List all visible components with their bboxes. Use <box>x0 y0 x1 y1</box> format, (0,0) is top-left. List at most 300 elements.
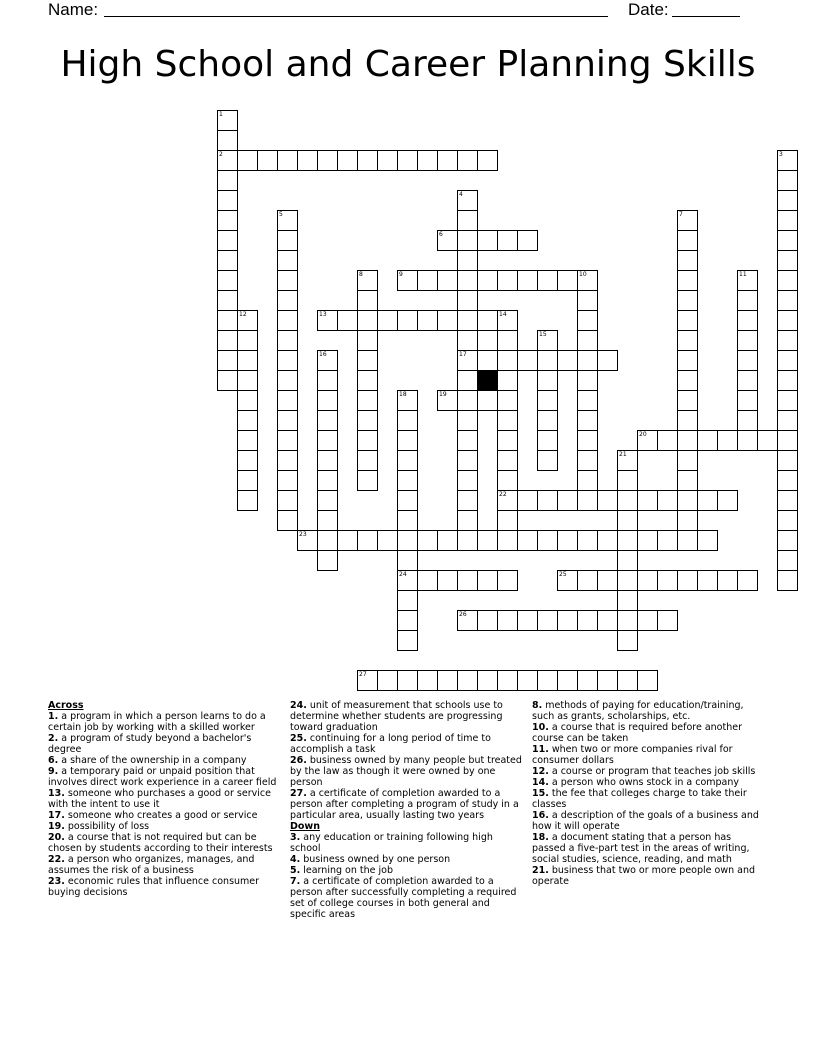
clue-item-number: 4. <box>290 854 301 865</box>
grid-cell[interactable] <box>677 570 698 591</box>
grid-cell[interactable] <box>697 430 718 451</box>
grid-cell[interactable] <box>217 330 238 351</box>
grid-cell[interactable] <box>257 150 278 171</box>
grid-cell[interactable] <box>317 550 338 571</box>
grid-cell[interactable] <box>217 310 238 331</box>
grid-cell[interactable] <box>437 270 458 291</box>
grid-cell[interactable] <box>457 150 478 171</box>
grid-cell[interactable] <box>497 430 518 451</box>
grid-cell[interactable] <box>617 470 638 491</box>
grid-cell[interactable] <box>457 350 478 371</box>
grid-cell[interactable] <box>637 570 658 591</box>
grid-cell[interactable] <box>217 110 238 131</box>
grid-cell[interactable] <box>597 490 618 511</box>
grid-cell[interactable] <box>377 670 398 691</box>
grid-cell[interactable] <box>337 310 358 331</box>
grid-cell[interactable] <box>457 570 478 591</box>
grid-cell[interactable] <box>497 410 518 431</box>
grid-cell[interactable] <box>717 490 738 511</box>
grid-cell[interactable] <box>497 510 518 531</box>
grid-cell[interactable] <box>457 410 478 431</box>
grid-cell[interactable] <box>577 350 598 371</box>
grid-cell[interactable] <box>777 510 798 531</box>
grid-cell[interactable] <box>457 470 478 491</box>
grid-cell[interactable] <box>517 230 538 251</box>
grid-cell[interactable] <box>777 270 798 291</box>
grid-cell[interactable] <box>777 310 798 331</box>
grid-cell[interactable] <box>237 490 258 511</box>
grid-cell[interactable] <box>277 330 298 351</box>
grid-cell[interactable] <box>777 350 798 371</box>
grid-cell[interactable] <box>357 530 378 551</box>
grid-cell[interactable] <box>597 530 618 551</box>
grid-cell[interactable] <box>357 290 378 311</box>
grid-cell[interactable] <box>357 470 378 491</box>
grid-cell[interactable] <box>317 390 338 411</box>
grid-cell[interactable] <box>337 150 358 171</box>
grid-cell[interactable] <box>217 370 238 391</box>
grid-cell[interactable] <box>777 210 798 231</box>
grid-cell[interactable] <box>497 330 518 351</box>
grid-cell[interactable] <box>517 670 538 691</box>
grid-cell[interactable] <box>777 230 798 251</box>
clue-item-number: 17. <box>48 810 65 821</box>
grid-cell[interactable] <box>397 530 418 551</box>
grid-cell[interactable] <box>777 390 798 411</box>
grid-cell[interactable] <box>457 310 478 331</box>
grid-cell[interactable] <box>657 610 678 631</box>
grid-cell[interactable] <box>417 150 438 171</box>
grid-cell[interactable] <box>537 410 558 431</box>
grid-cell[interactable] <box>777 330 798 351</box>
grid-cell[interactable] <box>397 630 418 651</box>
grid-cell[interactable] <box>397 670 418 691</box>
grid-cell[interactable] <box>777 150 798 171</box>
grid-cell[interactable] <box>577 270 598 291</box>
grid-cell[interactable] <box>377 310 398 331</box>
grid-cell[interactable] <box>777 470 798 491</box>
grid-cell[interactable] <box>657 430 678 451</box>
grid-cell[interactable] <box>277 390 298 411</box>
grid-cell[interactable] <box>497 530 518 551</box>
grid-cell[interactable] <box>777 550 798 571</box>
grid-cell[interactable] <box>457 230 478 251</box>
grid-cell[interactable] <box>217 130 238 151</box>
grid-cell[interactable] <box>557 610 578 631</box>
grid-cell[interactable] <box>637 610 658 631</box>
grid-cell[interactable] <box>537 330 558 351</box>
grid-cell[interactable] <box>597 670 618 691</box>
grid-cell[interactable] <box>357 330 378 351</box>
grid-cell[interactable] <box>737 390 758 411</box>
grid-cell[interactable] <box>317 410 338 431</box>
grid-cell[interactable] <box>277 150 298 171</box>
grid-cell[interactable] <box>497 450 518 471</box>
grid-cell[interactable] <box>477 390 498 411</box>
grid-cell[interactable] <box>237 470 258 491</box>
grid-cell[interactable] <box>477 610 498 631</box>
grid-cell[interactable] <box>337 530 358 551</box>
grid-cell[interactable] <box>277 430 298 451</box>
grid-cell[interactable] <box>277 270 298 291</box>
grid-cell[interactable] <box>457 490 478 511</box>
grid-cell[interactable] <box>777 170 798 191</box>
grid-cell[interactable] <box>677 370 698 391</box>
grid-cell[interactable] <box>357 390 378 411</box>
grid-cell[interactable] <box>237 330 258 351</box>
grid-cell[interactable] <box>457 290 478 311</box>
grid-cell[interactable] <box>417 670 438 691</box>
grid-cell[interactable] <box>777 410 798 431</box>
grid-cell[interactable] <box>357 410 378 431</box>
grid-cell[interactable] <box>617 670 638 691</box>
grid-cell[interactable] <box>317 350 338 371</box>
grid-cell[interactable] <box>277 310 298 331</box>
grid-cell[interactable] <box>397 270 418 291</box>
grid-cell[interactable] <box>277 350 298 371</box>
grid-cell[interactable] <box>737 290 758 311</box>
grid-cell[interactable] <box>557 570 578 591</box>
grid-cell[interactable] <box>737 350 758 371</box>
grid-cell[interactable] <box>577 470 598 491</box>
grid-cell[interactable] <box>537 670 558 691</box>
grid-cell[interactable] <box>277 250 298 271</box>
grid-cell[interactable] <box>637 490 658 511</box>
grid-cell[interactable] <box>417 270 438 291</box>
grid-cell[interactable] <box>777 250 798 271</box>
grid-cell[interactable] <box>617 490 638 511</box>
grid-cell[interactable] <box>617 550 638 571</box>
grid-cell[interactable] <box>557 350 578 371</box>
grid-cell[interactable] <box>217 290 238 311</box>
grid-cell[interactable] <box>417 310 438 331</box>
grid-cell[interactable] <box>537 390 558 411</box>
name-label: Name: <box>48 0 99 19</box>
grid-cell[interactable] <box>497 370 518 391</box>
grid-cell[interactable] <box>457 250 478 271</box>
grid-cell[interactable] <box>577 430 598 451</box>
grid-cell[interactable] <box>217 210 238 231</box>
grid-cell[interactable] <box>377 150 398 171</box>
grid-cell[interactable] <box>677 530 698 551</box>
grid-cell[interactable] <box>277 410 298 431</box>
grid-cell[interactable] <box>277 450 298 471</box>
grid-cell[interactable] <box>217 150 238 171</box>
grid-cell[interactable] <box>517 350 538 371</box>
grid-cell[interactable] <box>677 410 698 431</box>
grid-cell[interactable] <box>617 510 638 531</box>
grid-cell[interactable] <box>577 390 598 411</box>
grid-cell[interactable] <box>777 450 798 471</box>
grid-cell[interactable] <box>657 570 678 591</box>
grid-cell[interactable] <box>577 290 598 311</box>
grid-cell[interactable] <box>457 190 478 211</box>
grid-cell[interactable] <box>537 370 558 391</box>
grid-cell[interactable] <box>677 250 698 271</box>
clue-item-number: 8. <box>532 700 543 711</box>
grid-cell[interactable] <box>397 550 418 571</box>
grid-cell[interactable] <box>437 530 458 551</box>
grid-cell[interactable] <box>517 610 538 631</box>
grid-cell[interactable] <box>497 270 518 291</box>
grid-cell[interactable] <box>437 230 458 251</box>
grid-cell[interactable] <box>277 290 298 311</box>
grid-cell[interactable] <box>397 430 418 451</box>
grid-cell[interactable] <box>577 370 598 391</box>
grid-cell[interactable] <box>677 470 698 491</box>
grid-cell[interactable] <box>477 670 498 691</box>
grid-cell[interactable] <box>597 570 618 591</box>
grid-cell[interactable] <box>617 590 638 611</box>
grid-cell[interactable] <box>357 370 378 391</box>
grid-cell[interactable] <box>497 390 518 411</box>
grid-cell[interactable] <box>557 670 578 691</box>
grid-cell[interactable] <box>477 570 498 591</box>
grid-cell[interactable] <box>397 410 418 431</box>
grid-cell[interactable] <box>677 330 698 351</box>
grid-cell[interactable] <box>617 570 638 591</box>
grid-cell[interactable] <box>497 610 518 631</box>
grid-cell[interactable] <box>357 150 378 171</box>
grid-cell[interactable] <box>577 670 598 691</box>
grid-cell[interactable] <box>397 470 418 491</box>
grid-cell[interactable] <box>317 150 338 171</box>
grid-cell[interactable] <box>777 570 798 591</box>
grid-cell[interactable] <box>217 350 238 371</box>
grid-cell[interactable] <box>357 670 378 691</box>
grid-cell[interactable] <box>677 230 698 251</box>
grid-cell[interactable] <box>697 530 718 551</box>
grid-cell[interactable] <box>777 370 798 391</box>
grid-cell[interactable] <box>657 530 678 551</box>
grid-cell[interactable] <box>457 510 478 531</box>
grid-cell[interactable] <box>437 150 458 171</box>
grid-cell[interactable] <box>277 230 298 251</box>
grid-cell[interactable] <box>317 450 338 471</box>
grid-cell[interactable] <box>437 390 458 411</box>
grid-cell[interactable] <box>677 290 698 311</box>
grid-cell[interactable] <box>537 490 558 511</box>
grid-cell[interactable] <box>497 310 518 331</box>
grid-cell[interactable] <box>677 270 698 291</box>
grid-cell[interactable] <box>397 610 418 631</box>
grid-cell[interactable] <box>237 450 258 471</box>
grid-cell[interactable] <box>677 210 698 231</box>
clue-item-text: any education or training following high school <box>290 832 493 854</box>
grid-cell[interactable] <box>517 530 538 551</box>
grid-cell[interactable] <box>737 430 758 451</box>
grid-cell[interactable] <box>477 270 498 291</box>
grid-block <box>477 370 498 391</box>
grid-cell[interactable] <box>697 570 718 591</box>
grid-cell[interactable] <box>417 530 438 551</box>
grid-cell[interactable] <box>477 230 498 251</box>
grid-cell[interactable] <box>577 610 598 631</box>
grid-cell[interactable] <box>677 430 698 451</box>
grid-cell[interactable] <box>777 530 798 551</box>
grid-cell[interactable] <box>477 530 498 551</box>
grid-cell[interactable] <box>497 230 518 251</box>
grid-cell[interactable] <box>417 570 438 591</box>
grid-cell[interactable] <box>457 210 478 231</box>
grid-cell[interactable] <box>457 330 478 351</box>
clue-number: 20 <box>639 431 647 438</box>
grid-cell[interactable] <box>697 490 718 511</box>
grid-cell[interactable] <box>737 410 758 431</box>
grid-cell[interactable] <box>317 430 338 451</box>
grid-cell[interactable] <box>477 150 498 171</box>
grid-cell[interactable] <box>757 430 778 451</box>
grid-cell[interactable] <box>637 670 658 691</box>
grid-cell[interactable] <box>617 630 638 651</box>
grid-cell[interactable] <box>217 230 238 251</box>
grid-cell[interactable] <box>577 330 598 351</box>
clue-number: 16 <box>319 351 327 358</box>
grid-cell[interactable] <box>737 570 758 591</box>
grid-cell[interactable] <box>577 450 598 471</box>
grid-cell[interactable] <box>277 210 298 231</box>
grid-cell[interactable] <box>777 430 798 451</box>
grid-cell[interactable] <box>577 530 598 551</box>
grid-cell[interactable] <box>457 270 478 291</box>
grid-cell[interactable] <box>437 310 458 331</box>
grid-cell[interactable] <box>317 310 338 331</box>
clue-item-text: unit of measurement that schools use to determine whether students are progressing toward graduation <box>290 700 503 733</box>
grid-cell[interactable] <box>237 370 258 391</box>
grid-cell[interactable] <box>317 530 338 551</box>
grid-cell[interactable] <box>577 490 598 511</box>
grid-cell[interactable] <box>437 570 458 591</box>
grid-cell[interactable] <box>677 310 698 331</box>
grid-cell[interactable] <box>237 410 258 431</box>
grid-cell[interactable] <box>577 310 598 331</box>
grid-cell[interactable] <box>237 430 258 451</box>
grid-cell[interactable] <box>657 490 678 511</box>
clue-number: 14 <box>499 311 507 318</box>
grid-cell[interactable] <box>717 570 738 591</box>
grid-cell[interactable] <box>457 370 478 391</box>
grid-cell[interactable] <box>317 510 338 531</box>
grid-cell[interactable] <box>497 350 518 371</box>
grid-cell[interactable] <box>217 250 238 271</box>
grid-cell[interactable] <box>777 190 798 211</box>
grid-cell[interactable] <box>397 590 418 611</box>
grid-cell[interactable] <box>217 270 238 291</box>
grid-cell[interactable] <box>557 270 578 291</box>
grid-cell[interactable] <box>237 390 258 411</box>
grid-cell[interactable] <box>457 390 478 411</box>
clue-number: 26 <box>459 611 467 618</box>
grid-cell[interactable] <box>277 470 298 491</box>
grid-cell[interactable] <box>397 570 418 591</box>
grid-cell[interactable] <box>517 270 538 291</box>
grid-cell[interactable] <box>737 270 758 291</box>
grid-cell[interactable] <box>497 470 518 491</box>
grid-cell[interactable] <box>357 430 378 451</box>
grid-cell[interactable] <box>557 530 578 551</box>
grid-cell[interactable] <box>237 150 258 171</box>
grid-cell[interactable] <box>537 270 558 291</box>
grid-cell[interactable] <box>437 670 458 691</box>
grid-cell[interactable] <box>457 670 478 691</box>
grid-cell[interactable] <box>777 290 798 311</box>
grid-cell[interactable] <box>397 510 418 531</box>
grid-cell[interactable] <box>737 310 758 331</box>
grid-cell[interactable] <box>397 390 418 411</box>
grid-cell[interactable] <box>497 570 518 591</box>
grid-cell[interactable] <box>297 530 318 551</box>
grid-cell[interactable] <box>717 430 738 451</box>
grid-cell[interactable] <box>457 530 478 551</box>
grid-cell[interactable] <box>277 490 298 511</box>
grid-cell[interactable] <box>357 270 378 291</box>
grid-cell[interactable] <box>677 490 698 511</box>
grid-cell[interactable] <box>617 610 638 631</box>
grid-cell[interactable] <box>737 370 758 391</box>
grid-cell[interactable] <box>537 430 558 451</box>
grid-cell[interactable] <box>397 490 418 511</box>
grid-cell[interactable] <box>677 450 698 471</box>
grid-cell[interactable] <box>577 410 598 431</box>
grid-cell[interactable] <box>537 610 558 631</box>
grid-cell[interactable] <box>597 350 618 371</box>
grid-cell[interactable] <box>457 610 478 631</box>
grid-cell[interactable] <box>357 350 378 371</box>
grid-cell[interactable] <box>477 310 498 331</box>
grid-cell[interactable] <box>317 490 338 511</box>
grid-cell[interactable] <box>637 430 658 451</box>
grid-cell[interactable] <box>397 450 418 471</box>
clue-item-number: 15. <box>532 788 549 799</box>
grid-cell[interactable] <box>357 450 378 471</box>
grid-cell[interactable] <box>557 490 578 511</box>
grid-cell[interactable] <box>277 510 298 531</box>
grid-cell[interactable] <box>637 530 658 551</box>
grid-cell[interactable] <box>517 490 538 511</box>
grid-cell[interactable] <box>237 350 258 371</box>
grid-cell[interactable] <box>737 330 758 351</box>
grid-cell[interactable] <box>277 370 298 391</box>
grid-cell[interactable] <box>617 530 638 551</box>
grid-cell[interactable] <box>377 530 398 551</box>
grid-cell[interactable] <box>217 190 238 211</box>
grid-cell[interactable] <box>497 490 518 511</box>
clue-number: 12 <box>239 311 247 318</box>
grid-cell[interactable] <box>617 450 638 471</box>
grid-cell[interactable] <box>677 390 698 411</box>
grid-cell[interactable] <box>577 570 598 591</box>
grid-cell[interactable] <box>237 310 258 331</box>
grid-cell[interactable] <box>537 350 558 371</box>
grid-cell[interactable] <box>457 450 478 471</box>
grid-cell[interactable] <box>457 430 478 451</box>
grid-cell[interactable] <box>297 150 318 171</box>
grid-cell[interactable] <box>597 610 618 631</box>
grid-cell[interactable] <box>357 310 378 331</box>
grid-cell[interactable] <box>317 470 338 491</box>
grid-cell[interactable] <box>317 370 338 391</box>
grid-cell[interactable] <box>217 170 238 191</box>
grid-cell[interactable] <box>397 310 418 331</box>
grid-cell[interactable] <box>497 670 518 691</box>
grid-cell[interactable] <box>477 350 498 371</box>
grid-cell[interactable] <box>777 490 798 511</box>
grid-cell[interactable] <box>677 510 698 531</box>
grid-cell[interactable] <box>677 350 698 371</box>
grid-cell[interactable] <box>537 450 558 471</box>
grid-cell[interactable] <box>537 530 558 551</box>
grid-cell[interactable] <box>397 150 418 171</box>
